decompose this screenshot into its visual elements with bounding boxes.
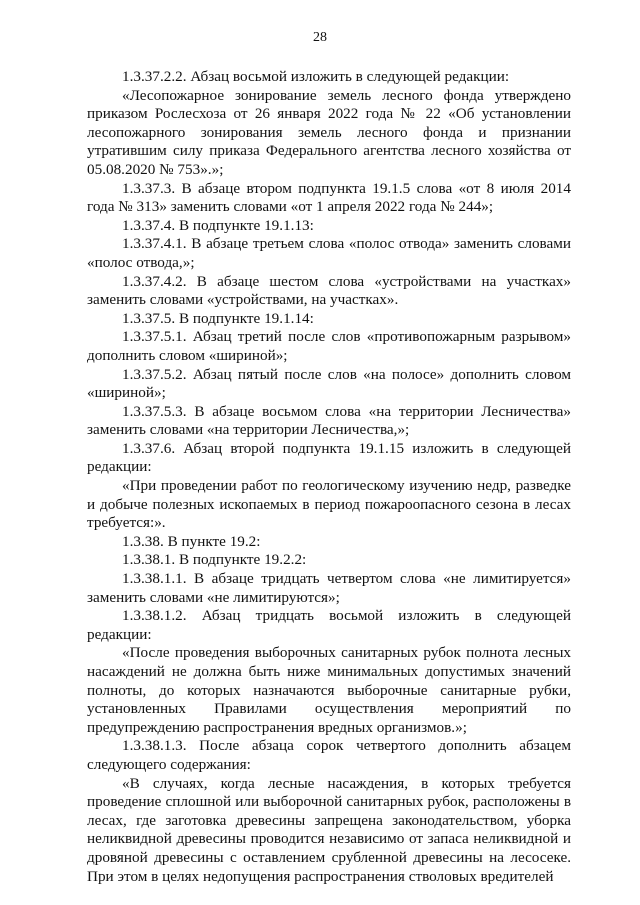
paragraph: 1.3.38.1.3. После абзаца сорок четвертого дополнить абзацем следующего содержания: bbox=[87, 737, 571, 773]
page-number: 28 bbox=[313, 30, 327, 45]
paragraph: 1.3.37.6. Абзац второй подпункта 19.1.15 изложить в следующей редакции: bbox=[87, 439, 571, 476]
paragraph: «В случаях, когда лесные насаждения, в которых требуется проведение сплошной или выборочной санитарных рубок, расположены в лесах, где заготовка древесины запрещена законодательством, уборка неликвидной древесины проводится независимо от запаса неликвидной и дровяной древесины с оставлением срубленной древесины на лесосеке. При этом в целях недопущения распространения стволовых вредителей bbox=[87, 774, 571, 885]
paragraph: 1.3.37.5.1. Абзац третий после слов «противопожарным разрывом» дополнить словом «шириной»; bbox=[87, 328, 571, 364]
paragraph: 1.3.37.3. В абзаце втором подпункта 19.1.5 слова «от 8 июля 2014 года № 313» заменить словами «от 1 апреля 2022 года № 244»; bbox=[87, 179, 571, 216]
paragraph: «При проведении работ по геологическому изучению недр, разведке и добыче полезных ископаемых в период пожароопасного сезона в лесах требуется:». bbox=[87, 477, 571, 532]
paragraph: 1.3.37.4. В подпункте 19.1.13: bbox=[122, 216, 314, 234]
paragraph: 1.3.37.4.2. В абзаце шестом слова «устройствами на участках» заменить словами «устройствами, на участках». bbox=[87, 272, 571, 309]
paragraph: «После проведения выборочных санитарных рубок полнота лесных насаждений не должна быть ниже минимальных допустимых значений полноты, до которых назначаются выборочные санитарные рубки, установленных Правилами осуществления мероприятий по предупреждению распространения вредных организмов.»; bbox=[87, 644, 571, 736]
paragraph: 1.3.37.5. В подпункте 19.1.14: bbox=[122, 309, 314, 327]
paragraph: 1.3.38. В пункте 19.2: bbox=[122, 532, 261, 550]
paragraph: 1.3.37.2.2. Абзац восьмой изложить в следующей редакции: bbox=[122, 68, 510, 85]
paragraph: 1.3.38.1.1. В абзаце тридцать четвертом слова «не лимитируется» заменить словами «не лимитируются»; bbox=[87, 570, 571, 606]
paragraph: 1.3.37.5.3. В абзаце восьмом слова «на территории Лесничества» заменить словами «на территории Лесничества,»; bbox=[87, 402, 571, 439]
paragraph: 1.3.38.1. В подпункте 19.2.2: bbox=[122, 551, 307, 569]
document-body bbox=[87, 68, 571, 886]
paragraph: «Лесопожарное зонирование земель лесного фонда утверждено приказом Рослесхоза от 26 января 2022 года № 22 «Об установлении лесопожарного зонирования земель лесного фонда и признании утратившим силу приказа Федерального агентства лесного хозяйства от 05.08.2020 № 753».»; bbox=[87, 86, 571, 178]
paragraph: 1.3.37.5.2. Абзац пятый после слов «на полосе» дополнить словом «шириной»; bbox=[87, 365, 571, 402]
paragraph: 1.3.37.4.1. В абзаце третьем слова «полос отвода» заменить словами «полос отвода,»; bbox=[87, 235, 571, 271]
paragraph: 1.3.38.1.2. Абзац тридцать восьмой изложить в следующей редакции: bbox=[87, 607, 571, 643]
